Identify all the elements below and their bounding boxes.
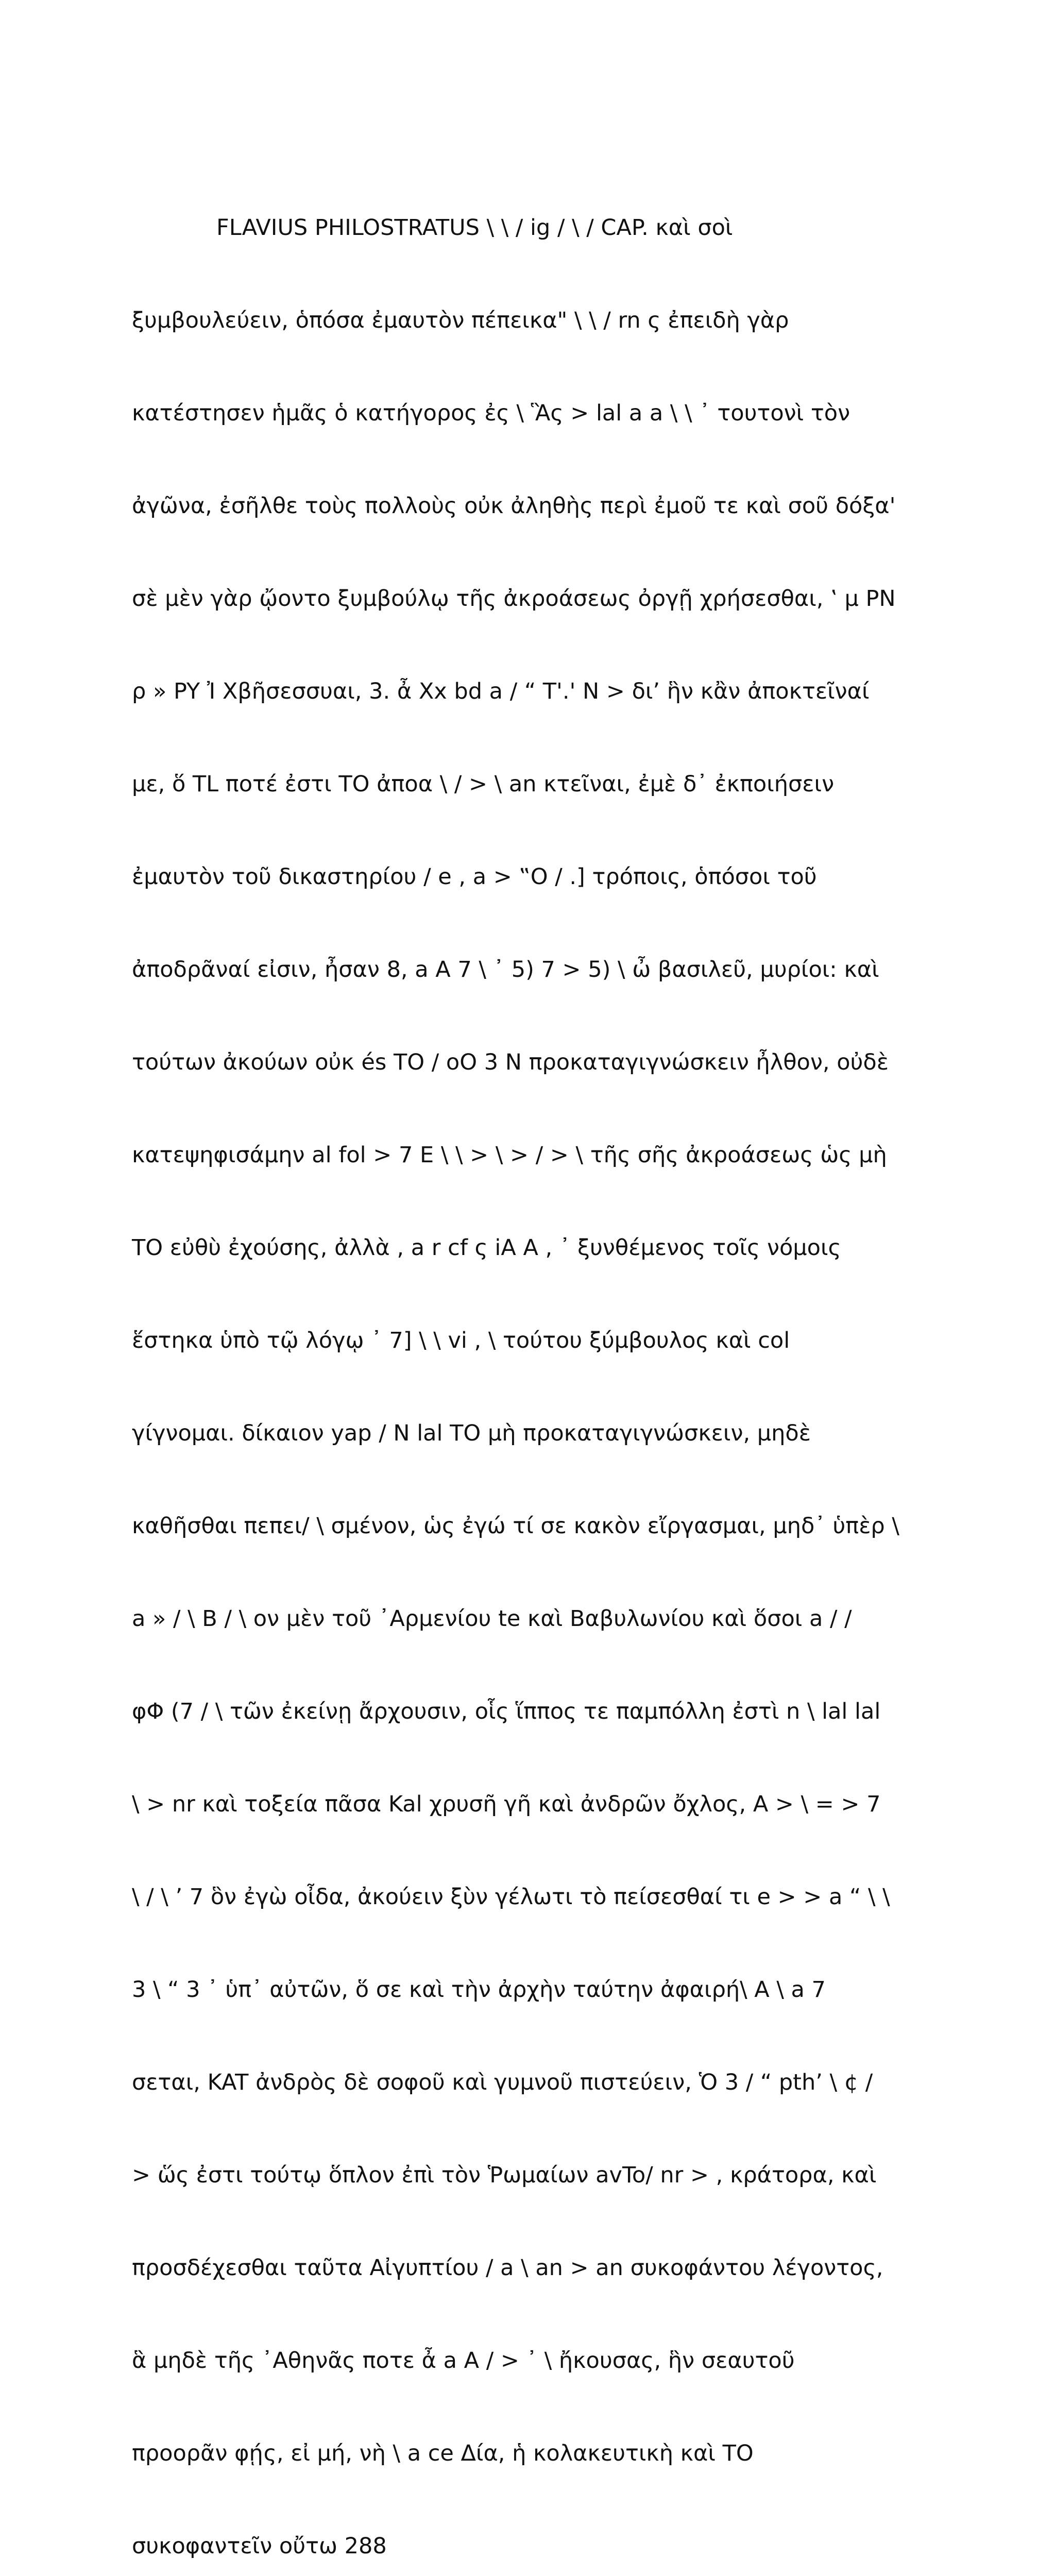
text-line: φΦ (7 / \ τῶν ἐκείνῃ ἄρχουσιν, οἷς ἵππος τε παμπόλλη ἐστὶ n \ lal lal xyxy=(132,1699,881,1724)
text-line: προορᾶν φῄς, εἰ μή, νὴ \ a ce Δία, ἡ κολακευτικὴ καὶ TO xyxy=(132,2441,754,2466)
text-line: a » / \ B / \ ον μὲν τοῦ ᾽Αρμενίου te καὶ Βαβυλωνίου καὶ ὅσοι a / / xyxy=(132,1606,852,1632)
text-line: προσδέχεσθαι ταῦτα Αἰγυπτίου / a \ an > an συκοφάντου λέγοντος, xyxy=(132,2255,883,2281)
text-line: \ > nr καὶ τοξεία πᾶσα Kal χρυσῆ γῆ καὶ ἀνδρῶν ὄχλος, A > \ = > 7 xyxy=(132,1791,881,1817)
text-line: 3 \ “ 3 ᾿ ὑπ᾽ αὐτῶν, ὅ σε καὶ τὴν ἀρχὴν ταύτην ἀφαιρή\ A \ a 7 xyxy=(132,1977,826,2003)
text-line: \ / \ ’ 7 ὃν ἐγὼ οἶδα, ἀκούειν ξὺν γέλωτι τὸ πείσεσθαί τι e > > a “ \ \ xyxy=(132,1884,890,1910)
text-line: ρ » PY Ἰ Xβῆσεσσυαι, 3. ἆ Xx bd a / “ T'.' N > δι’ ἣν κἂν ἀποκτεῖναί xyxy=(132,679,870,704)
text-line: γίγνομαι. δίκαιον yap / N lal TO μὴ προκαταγιγνώσκειν, μηδὲ xyxy=(132,1420,811,1446)
text-line: ἐμαυτὸν τοῦ δικαστηρίου / e , a > ‟Ο / .] τρόποις, ὁπόσοι τοῦ xyxy=(132,864,817,890)
text-line: ἀγῶνα, ἐσῆλθε τοὺς πολλοὺς οὐκ ἀληθὴς περὶ ἐμοῦ τε καὶ σοῦ δόξα' xyxy=(132,493,896,519)
text-line: συκοφαντεῖν οὔτω 288 xyxy=(132,2533,387,2559)
text-line: σεται, KAT ἀνδρὸς δὲ σοφοῦ καὶ γυμνοῦ πιστεύειν, Ὁ 3 / “ pth’ \ ¢ / xyxy=(132,2070,873,2095)
text-line: με, ὅ TL ποτέ ἐστι TO ἀποα \ / > \ an κτεῖναι, ἐμὲ δ᾽ ἐκποιήσειν xyxy=(132,771,835,797)
text-line: TO εὐθὺ ἐχούσης, ἀλλὰ , a r cf ς iA A , ᾽ ξυνθέμενος τοῖς νόμοις xyxy=(132,1235,841,1261)
text-line: ἀποδρᾶναί εἰσιν, ἦσαν 8, a A 7 \ ᾽ 5) 7 > 5) \ ὦ βασιλεῦ, μυρίοι: καὶ xyxy=(132,957,879,982)
text-line: FLAVIUS PHILOSTRATUS \ \ / ig / \ / CAP. καὶ σοὶ xyxy=(132,215,733,241)
text-line: κατέστησεν ἡμᾶς ὁ κατήγορος ἐς \ Ἃς > lal a a \ \ ᾽ τουτονὶ τὸν xyxy=(132,400,850,426)
text-line: > ὥς ἐστι τούτῳ ὅπλον ἐπὶ τὸν Ῥωμαίων avTo/ nr > , κράτορα, καὶ xyxy=(132,2162,877,2188)
text-line: ξυμβουλεύειν, ὁπόσα ἐμαυτὸν πέπεικα" \ \ / rn ς ἐπειδὴ γὰρ xyxy=(132,308,789,333)
text-line: ἃ μηδὲ τῆς ᾽Αθηνᾶς ποτε ἆ a A / > ᾿ \ ἤκουσας, ἣν σεαυτοῦ xyxy=(132,2348,795,2374)
text-line: σὲ μὲν γὰρ ᾤοντο ξυμβούλῳ τῆς ἀκροάσεως ὀργῇ χρήσεσθαι, ‛ μ PN xyxy=(132,586,896,612)
text-line: ἕστηκα ὑπὸ τῷ λόγῳ ᾿ 7] \ \ vi , \ τούτου ξύμβουλος καὶ col xyxy=(132,1328,790,1353)
text-line: κατεψηφισάμην al fol > 7 E \ \ > \ > / > \ τῆς σῆς ἀκροάσεως ὡς μὴ xyxy=(132,1142,887,1168)
text-line: τούτων ἀκούων οὐκ és TO / oO 3 N προκαταγιγνώσκειν ἦλθον, οὐδὲ xyxy=(132,1049,889,1075)
ocr-text-block xyxy=(132,150,935,2576)
text-line: καθῆσθαι πεπει/ \ σμένον, ὡς ἐγώ τί σε κακὸν εἴργασμαι, μηδ᾽ ὑπὲρ \ xyxy=(132,1513,899,1539)
